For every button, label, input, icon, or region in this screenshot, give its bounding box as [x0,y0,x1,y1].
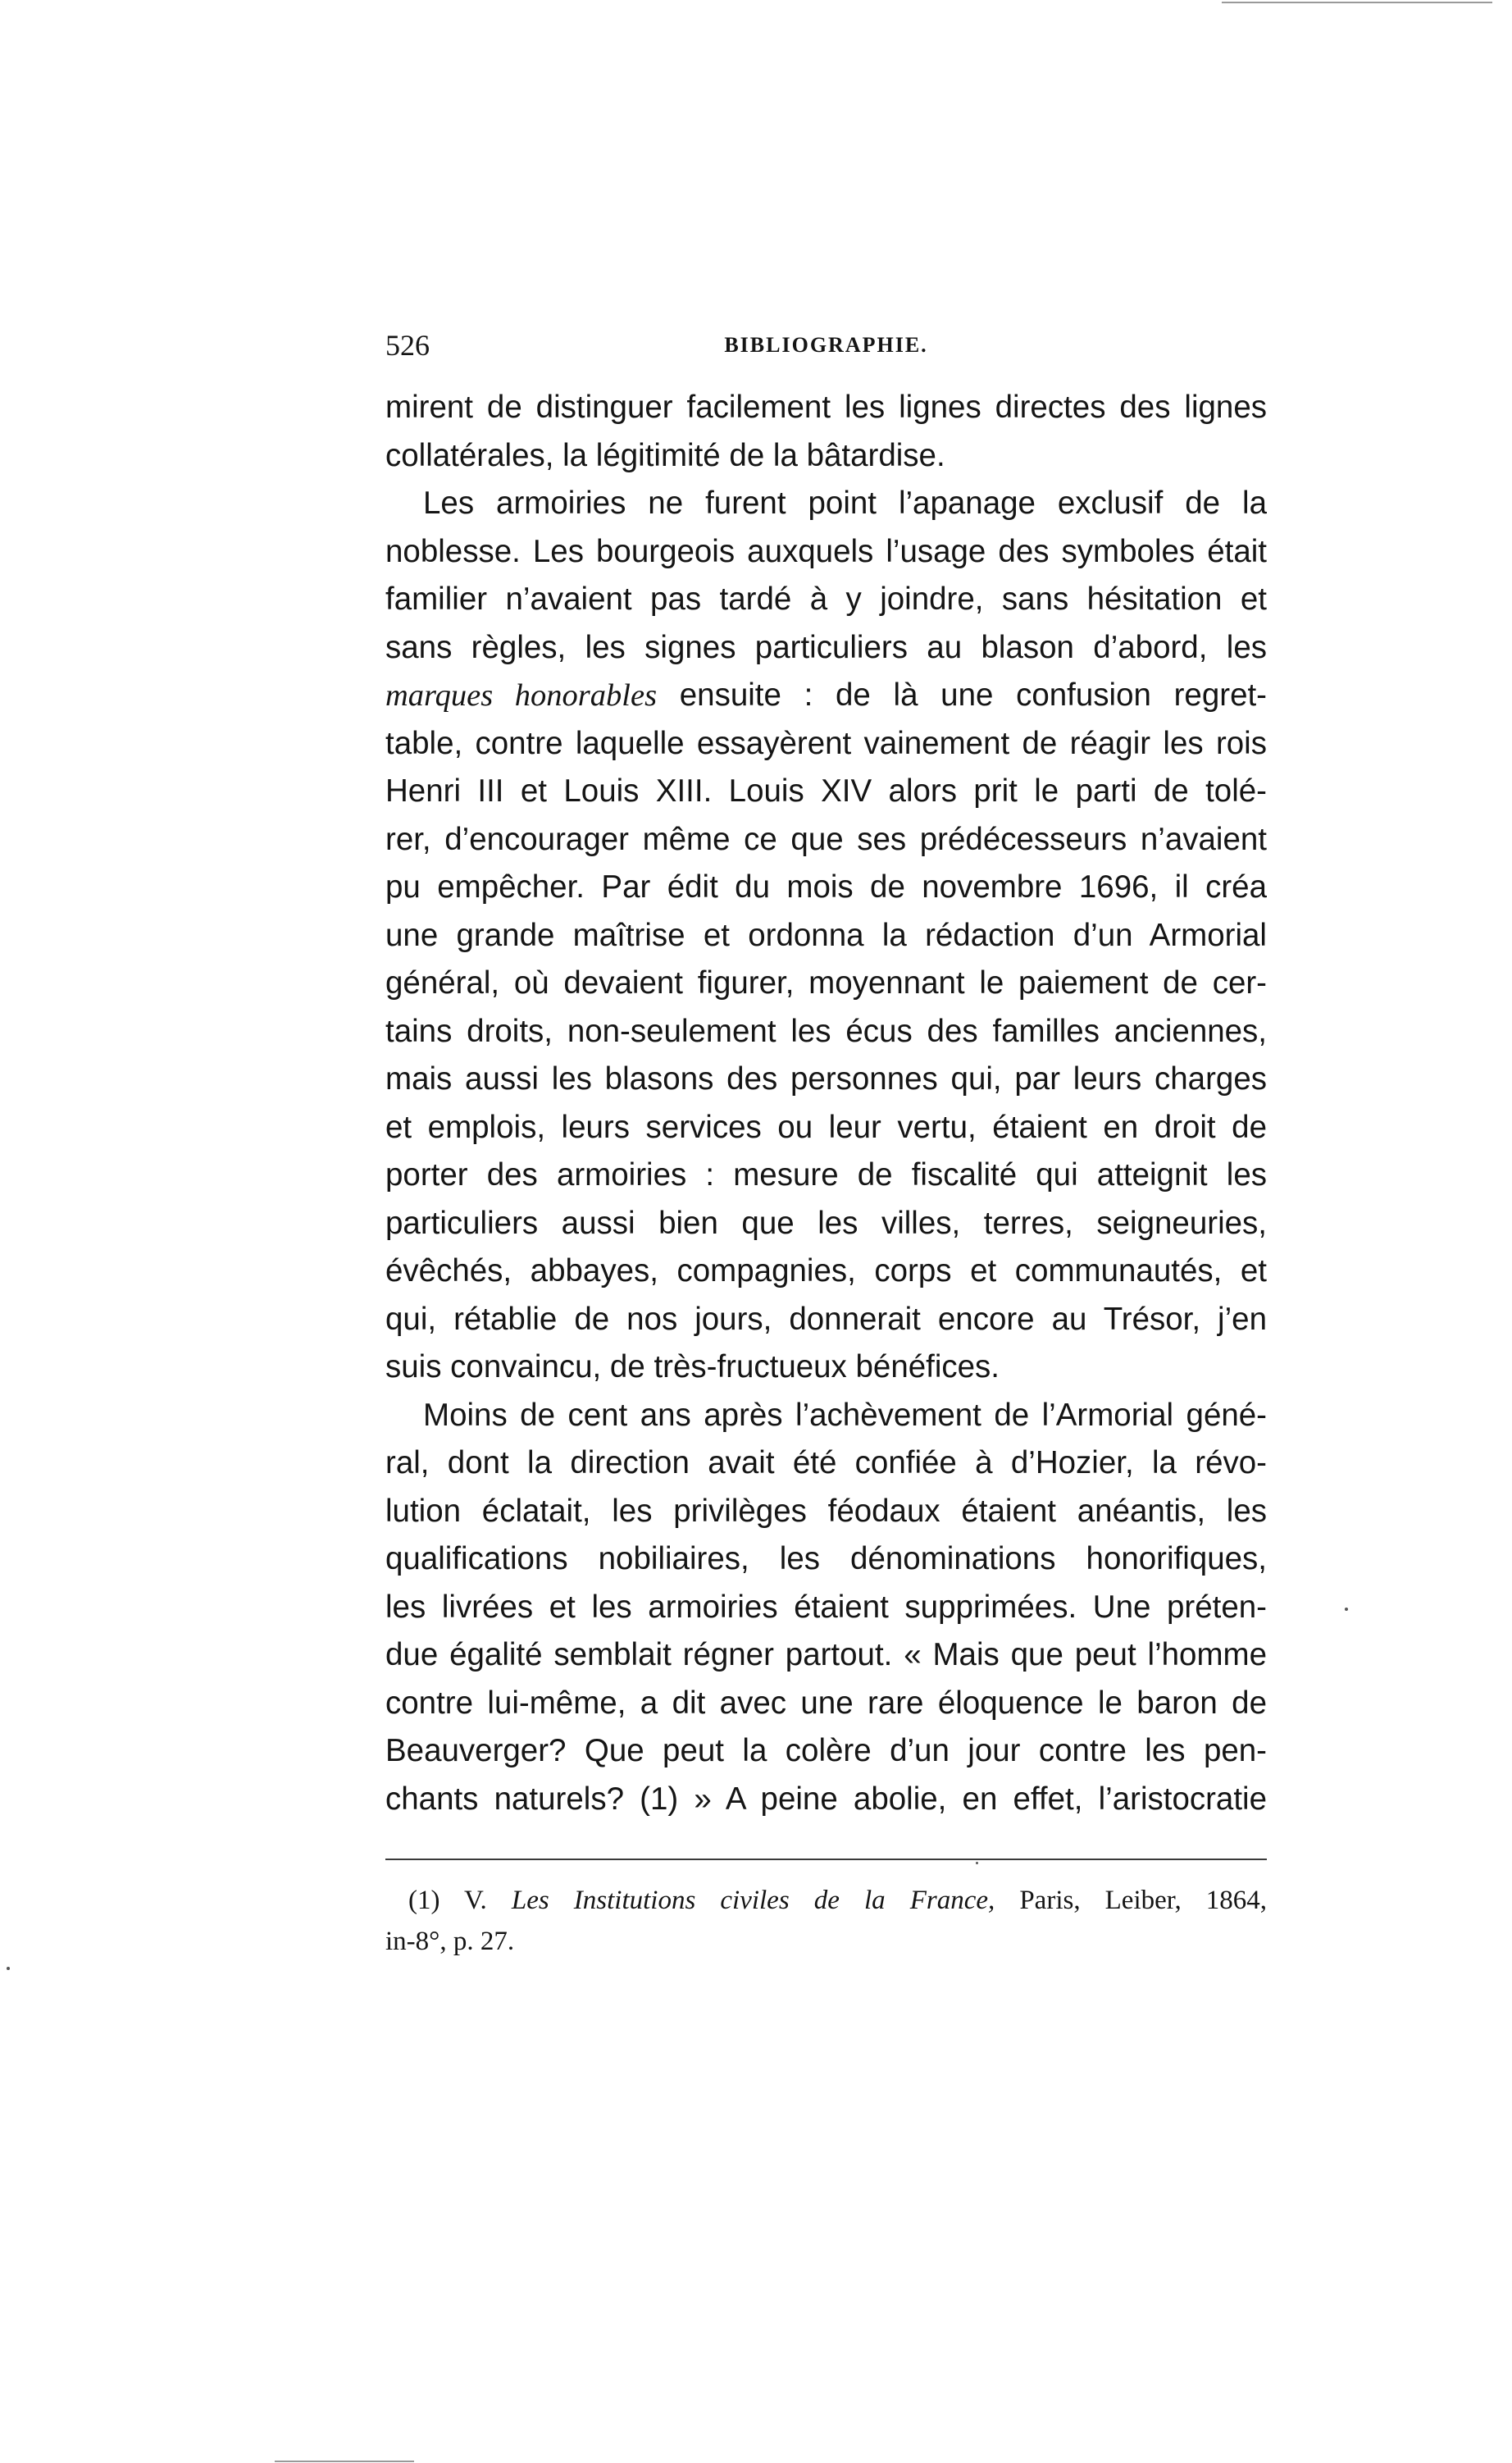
scan-edge-mark [275,2461,414,2462]
page-number: 526 [385,329,430,362]
footnote [385,1880,1267,1962]
text-line: les livrées et les armoiries étaient supprimées. Une préten- [385,1589,1267,1625]
text-line: suis convaincu, de très-fructueux bénéfices. [385,1349,1000,1384]
text-line-with-italic [385,672,1267,720]
text-line: tains droits, non-seulement les écus des familles anciennes, [385,1013,1267,1049]
text-line: Beauverger? Que peut la colère d’un jour contre les pen- [385,1733,1267,1768]
footnote-line: in-8°, p. 27. [385,1927,515,1956]
text-line: chants naturels? (1) » A peine abolie, en effet, l’aristocratie [385,1781,1267,1817]
text-line: pu empêcher. Par édit du mois de novembre 1696, il créa [385,869,1267,905]
footnote-title: Les Institutions civiles de la France, [511,1886,995,1915]
text-line: et emplois, leurs services ou leur vertu, étaient en droit de [385,1109,1267,1145]
text-line: Les armoiries ne furent point l’apanage exclusif de la [423,486,1267,521]
text-line: qualifications nobiliaires, les dénominations honorifiques, [385,1541,1267,1576]
text-line: noblesse. Les bourgeois auxquels l’usage des symboles était [385,533,1267,569]
scan-edge-mark [1222,2,1492,3]
scan-speck [976,1862,978,1864]
scan-speck [1345,1608,1348,1611]
text-line: mais aussi les blasons des personnes qui, par leurs charges [385,1061,1267,1097]
text-line: évêchés, abbayes, compagnies, corps et communautés, et [385,1253,1267,1289]
body-text [385,384,1267,1823]
text-line: contre lui-même, a dit avec une rare éloquence le baron de [385,1685,1267,1721]
text-line: rer, d’encourager même ce que ses prédécesseurs n’avaient [385,821,1267,857]
text-line: collatérales, la légitimité de la bâtardise. [385,437,945,473]
text-line: due égalité semblait régner partout. « Mais que peut l’homme [385,1637,1267,1672]
text-line: lution éclatait, les privilèges féodaux étaient anéantis, les [385,1493,1267,1529]
text-line: ral, dont la direction avait été confiée à d’Hozier, la révo- [385,1445,1267,1480]
footnote-marker: (1) V. [408,1886,487,1915]
page-header [385,328,1267,377]
footnote-rule [385,1859,1267,1860]
footnote-line [385,1880,1267,1921]
text-line: particuliers aussi bien que les villes, terres, seigneuries, [385,1205,1267,1241]
italic-phrase: marques honorables [385,678,658,713]
text-line: porter des armoiries : mesure de fiscalité qui atteignit les [385,1157,1267,1193]
text-line: une grande maîtrise et ordonna la rédaction d’un Armorial [385,917,1267,953]
text-line: table, contre laquelle essayèrent vainement de réagir les rois [385,725,1267,761]
text-line: familier n’avaient pas tardé à y joindre, sans hésitation et [385,582,1267,617]
text-line: mirent de distinguer facilement les lignes directes des lignes [385,390,1267,425]
scan-speck [7,1967,10,1970]
text-line: Henri III et Louis XIII. Louis XIV alors prit le parti de tolé- [385,773,1267,809]
running-head: BIBLIOGRAPHIE. [724,333,928,357]
text-line: général, où devaient figurer, moyennant le paiement de cer- [385,965,1267,1001]
text-line-remainder: ensuite : de là une confusion regret- [679,677,1267,713]
text-line: qui, rétablie de nos jours, donnerait encore au Trésor, j’en [385,1301,1267,1337]
footnote-publisher: Paris, Leiber, 1864, [1019,1886,1268,1915]
text-line: sans règles, les signes particuliers au blason d’abord, les [385,629,1267,665]
text-line: Moins de cent ans après l’achèvement de l’Armorial géné- [423,1397,1267,1433]
